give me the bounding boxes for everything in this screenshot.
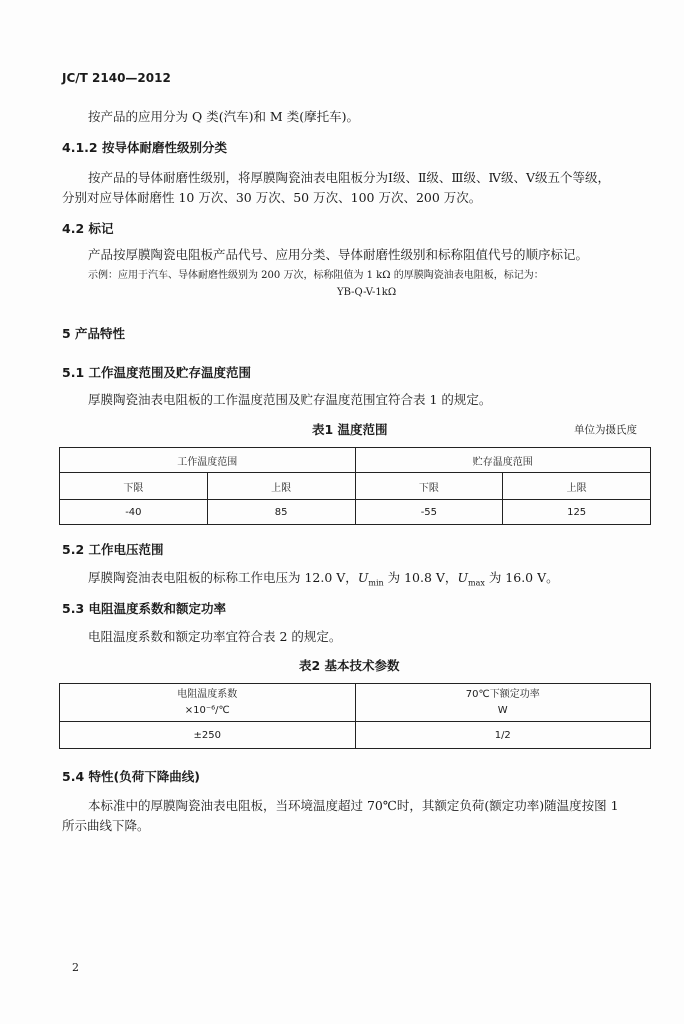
table2-header-power xyxy=(355,684,651,722)
section-5-title: 5 产品特性 xyxy=(62,326,126,341)
page-number: 2 xyxy=(72,961,79,974)
section-5-1-title: 5.1 工作温度范围及贮存温度范围 xyxy=(62,365,251,380)
section-5-3-text: 电阻温度系数和额定功率宜符合表 2 的规定。 xyxy=(88,629,342,644)
table2-header-tcr-label: 电阻温度系数 xyxy=(177,688,238,700)
umax-value: 为 16.0 V。 xyxy=(484,570,559,585)
table1-subheader-upper: 上限 xyxy=(503,473,651,500)
table2-header-power-unit: W xyxy=(497,704,508,716)
table1-header-storage: 贮存温度范围 xyxy=(355,448,651,473)
table1-subheader-lower: 下限 xyxy=(60,473,208,500)
section-4-1-2-title: 4.1.2 按导体耐磨性级别分类 xyxy=(62,140,227,155)
umin-value: 为 10.8 V， xyxy=(383,570,458,585)
table1-subheader-upper: 上限 xyxy=(207,473,355,500)
voltage-text: 厚膜陶瓷油表电阻板的标称工作电压为 12.0 V， xyxy=(88,570,358,585)
paragraph-application: 按产品的应用分为 Q 类(汽车)和 M 类(摩托车)。 xyxy=(88,109,359,124)
table2-header-power-label: 70℃下额定功率 xyxy=(465,688,540,700)
section-4-2-title: 4.2 标记 xyxy=(62,221,114,236)
temperature-range-table xyxy=(59,447,651,525)
section-5-4-text-line1: 本标准中的厚膜陶瓷油表电阻板，当环境温度超过 70℃时，其额定负荷(额定功率)随温度按图 1 xyxy=(88,798,619,813)
section-4-1-2-text-line2: 分别对应导体耐磨性 10 万次、30 万次、50 万次、100 万次、200 万次。 xyxy=(62,190,482,205)
table1-caption: 表1 温度范围 xyxy=(312,422,388,437)
table1-header-operating: 工作温度范围 xyxy=(60,448,356,473)
table1-cell: 85 xyxy=(207,500,355,525)
table1-unit: 单位为摄氏度 xyxy=(574,424,637,436)
umax-symbol: U xyxy=(457,570,468,585)
table1-cell: 125 xyxy=(503,500,651,525)
table1-subheader-lower: 下限 xyxy=(355,473,503,500)
table2-header-tcr xyxy=(60,684,356,722)
table2-header-tcr-unit: ×10⁻⁶/℃ xyxy=(184,704,230,716)
umin-subscript: min xyxy=(368,578,384,588)
section-5-4-title: 5.4 特性(负荷下降曲线) xyxy=(62,769,200,784)
section-5-2-title: 5.2 工作电压范围 xyxy=(62,542,164,557)
table1-cell: -40 xyxy=(60,500,208,525)
table2-cell-tcr: ±250 xyxy=(60,722,356,749)
marking-code: YB-Q-V-1kΩ xyxy=(337,287,397,298)
table1-cell: -55 xyxy=(355,500,503,525)
marking-example: 示例：应用于汽车、导体耐磨性级别为 200 万次，标称阻值为 1 kΩ 的厚膜陶瓷油表电阻板，标记为： xyxy=(88,270,544,281)
section-4-2-text: 产品按厚膜陶瓷电阻板产品代号、应用分类、导体耐磨性级别和标称阻值代号的顺序标记。 xyxy=(88,247,589,262)
section-5-2-text xyxy=(88,568,559,588)
table2-cell-power: 1/2 xyxy=(355,722,651,749)
section-5-4-text-line2: 所示曲线下降。 xyxy=(62,818,150,833)
umin-symbol: U xyxy=(357,570,369,585)
table2-caption: 表2 基本技术参数 xyxy=(299,658,400,673)
standard-code: JC/T 2140—2012 xyxy=(62,71,171,85)
umax-subscript: max xyxy=(467,578,485,588)
technical-parameters-table xyxy=(59,683,651,749)
section-5-3-title: 5.3 电阻温度系数和额定功率 xyxy=(62,601,226,616)
section-5-1-text: 厚膜陶瓷油表电阻板的工作温度范围及贮存温度范围宜符合表 1 的规定。 xyxy=(88,392,492,407)
section-4-1-2-text-line1: 按产品的导体耐磨性级别，将厚膜陶瓷油表电阻板分为Ⅰ级、Ⅱ级、Ⅲ级、Ⅳ级、Ⅴ级五个等级， xyxy=(88,170,611,185)
